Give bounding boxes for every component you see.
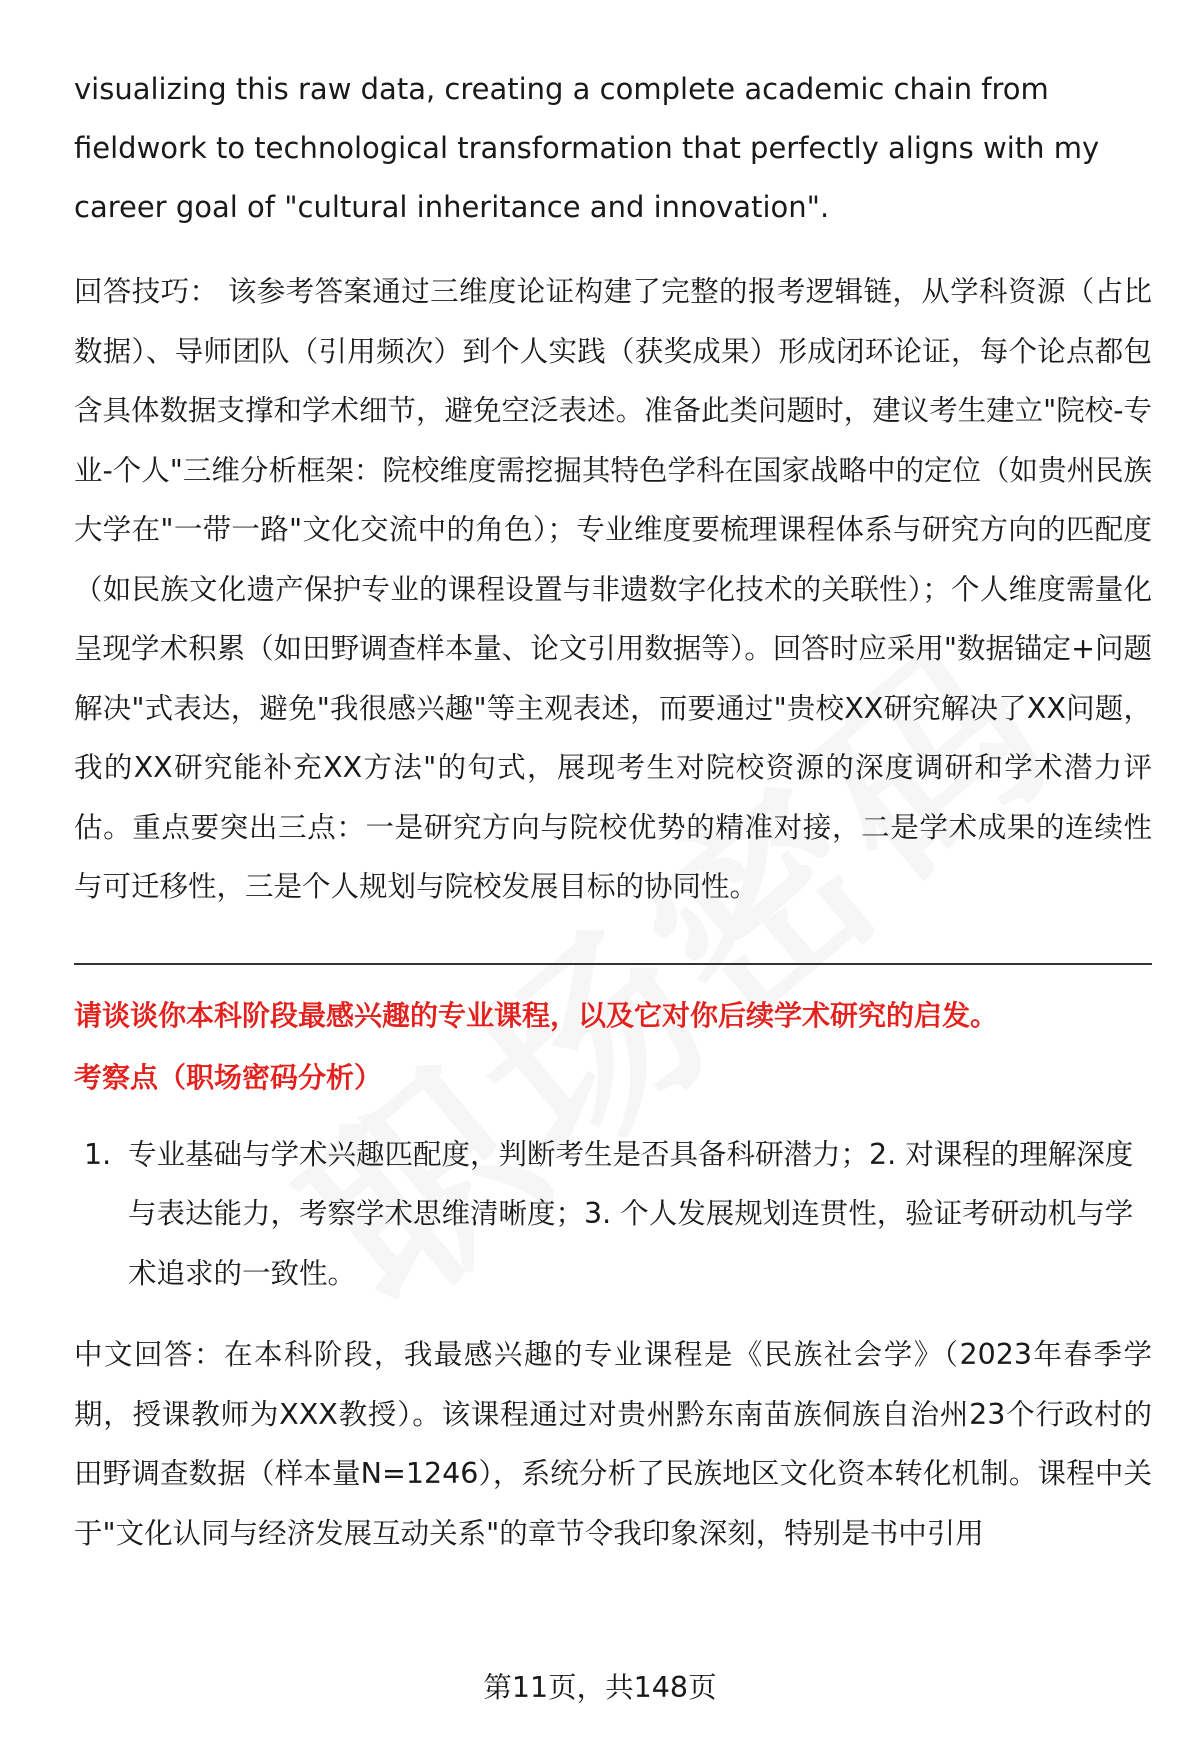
document-page — [74, 60, 1152, 1563]
question-heading: 请谈谈你本科阶段最感兴趣的专业课程，以及它对你后续学术研究的启发。 — [74, 998, 999, 1032]
english-answer-tail: visualizing this raw data, creating a complete academic chain from fieldwork to technological transformation that perfectly aligns with my career goal of "cultural inheritance and innovation". — [74, 72, 1100, 224]
chinese-answer: 中文回答：在本科阶段，我最感兴趣的专业课程是《民族社会学》（2023年春季学期，授课教师为XXX教授）。该课程通过对贵州黔东南苗族侗族自治州23个行政村的田野调查数据（样本量N=1246），系统分析了民族地区文化资本转化机制。课程中关于"文化认同与经济发展互动关系"的章节令我印象深刻，特别是书中引用 — [74, 1338, 1152, 1550]
page-footer: 第11页，共148页 — [483, 1671, 717, 1704]
answer-tips: 回答技巧： 该参考答案通过三维度论证构建了完整的报考逻辑链，从学科资源（占比数据）、导师团队（引用频次）到个人实践（获奖成果）形成闭环论证，每个论点都包含具体数据支撑和学术细节，避免空泛表述。准备此类问题时，建议考生建立"院校-专业-个人"三维分析框架：院校维度需挖掘其特色学科在国家战略中的定位（如贵州民族大学在"一带一路"文化交流中的角色）；专业维度要梳理课程体系与研究方向的匹配度（如民族文化遗产保护专业的课程设置与非遗数字化技术的关联性）；个人维度需量化呈现学术积累（如田野调查样本量、论文引用数据等）。回答时应采用"数据锚定+问题解决"式表达，避免"我很感兴趣"等主观表述，而要通过"贵校XX研究解决了XX问题，我的XX研究能补充XX方法"的句式，展现考生对院校资源的深度调研和学术潜力评估。重点要突出三点：一是研究方向与院校优势的精准对接，二是学术成果的连续性与可迁移性，三是个人规划与院校发展目标的协同性。 — [74, 275, 1152, 903]
list-item-number: 1. — [84, 1137, 112, 1171]
exam-points-heading: 考察点（职场密码分析） — [74, 1060, 383, 1094]
list-item — [74, 1125, 1152, 1304]
list-item-text: 专业基础与学术兴趣匹配度，判断考生是否具备科研潜力；2. 对课程的理解深度与表达能力，考察学术思维清晰度；3. 个人发展规划连贯性，验证考研动机与学术追求的一致性。 — [128, 1137, 1134, 1290]
section-divider — [74, 963, 1152, 965]
exam-points-list — [74, 1125, 1152, 1304]
